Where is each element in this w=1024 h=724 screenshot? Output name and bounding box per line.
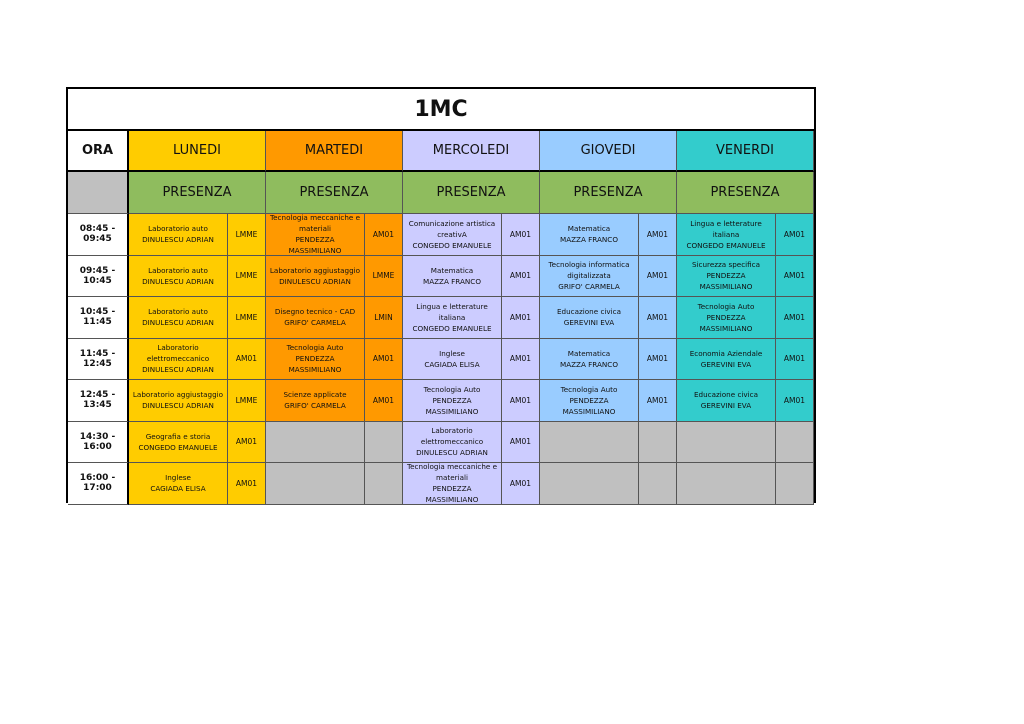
lesson-line: Laboratorio aggiustaggio [269, 265, 361, 275]
lesson-cell [677, 380, 776, 422]
lesson-cell [677, 297, 776, 339]
lesson-cell [403, 256, 502, 298]
lesson-line: Laboratorio [431, 426, 473, 436]
lesson-line: DINULESCU ADRIAN [279, 276, 351, 286]
day-header-tuesday: MARTEDI [266, 131, 403, 172]
lesson-cell [540, 297, 639, 339]
lesson-line: Tecnologia Auto [560, 384, 618, 394]
lesson-cell [129, 339, 228, 381]
lesson-line: MASSIMILIANO [699, 323, 753, 333]
lesson-line: PENDEZZA [706, 271, 746, 281]
lesson-cell [677, 256, 776, 298]
time-slot: 11:45 - 12:45 [68, 339, 129, 381]
ora-header: ORA [68, 131, 129, 172]
lesson-line: Matematica [430, 265, 474, 275]
lesson-line: Laboratorio aggiustaggio [132, 390, 224, 400]
lesson-line: CONGEDO EMANUELE [412, 240, 492, 250]
lesson-line: PENDEZZA [569, 395, 609, 405]
lesson-line: MASSIMILIANO [288, 365, 342, 375]
room-code: LMME [228, 256, 266, 298]
room-code: AM01 [776, 380, 814, 422]
lesson-line: Tecnologia informatica [548, 260, 630, 270]
empty-slot [266, 463, 365, 505]
room-code: AM01 [502, 214, 540, 256]
room-code: AM01 [365, 214, 403, 256]
lesson-cell [677, 339, 776, 381]
class-title: 1MC [68, 89, 814, 131]
lesson-cell [266, 380, 365, 422]
lesson-line: Laboratorio auto [148, 265, 208, 275]
empty-slot [266, 422, 365, 464]
day-header-monday: LUNEDI [129, 131, 266, 172]
lesson-cell [540, 339, 639, 381]
lesson-line: Geografia e storia [145, 431, 211, 441]
lesson-line: Comunicazione artistica [408, 218, 496, 228]
empty-slot [677, 463, 776, 505]
lesson-line: CONGEDO EMANUELE [138, 442, 218, 452]
lesson-cell [403, 380, 502, 422]
lesson-line: MASSIMILIANO [699, 282, 753, 292]
lesson-line: DINULESCU ADRIAN [142, 365, 214, 375]
lesson-cell [403, 422, 502, 464]
lesson-cell [266, 214, 365, 256]
day-header-friday: VENERDI [677, 131, 814, 172]
lesson-line: Laboratorio auto [148, 307, 208, 317]
presenza-label-wednesday: PRESENZA [403, 172, 540, 214]
lesson-cell [266, 256, 365, 298]
lesson-cell [129, 297, 228, 339]
lesson-line: MAZZA FRANCO [423, 276, 481, 286]
lesson-line: elettromeccanico [420, 437, 484, 447]
lesson-line: MAZZA FRANCO [560, 359, 618, 369]
room-code: AM01 [776, 339, 814, 381]
lesson-line: Educazione civica [694, 390, 758, 400]
empty-room [639, 422, 677, 464]
lesson-cell [129, 380, 228, 422]
lesson-line: PENDEZZA [295, 235, 335, 245]
room-code: AM01 [776, 256, 814, 298]
time-slot: 12:45 - 13:45 [68, 380, 129, 422]
room-code: AM01 [502, 339, 540, 381]
lesson-line: digitalizzata [567, 271, 611, 281]
room-code: AM01 [228, 422, 266, 464]
empty-slot [677, 422, 776, 464]
lesson-cell [540, 214, 639, 256]
empty-room [365, 463, 403, 505]
lesson-cell [266, 339, 365, 381]
lesson-line: Lingua e letterature italiana [690, 218, 762, 239]
lesson-line: GEREVINI EVA [563, 318, 615, 328]
lesson-line: DINULESCU ADRIAN [416, 448, 488, 458]
lesson-line: GEREVINI EVA [700, 401, 752, 411]
lesson-line: CAGIADA ELISA [424, 359, 480, 369]
lesson-line: GRIFO' CARMELA [558, 282, 620, 292]
day-header-thursday: GIOVEDI [540, 131, 677, 172]
lesson-line: DINULESCU ADRIAN [142, 318, 214, 328]
lesson-line: creativA [437, 229, 467, 239]
lesson-line: elettromeccanico [146, 354, 210, 364]
empty-slot [540, 422, 639, 464]
presenza-label-monday: PRESENZA [129, 172, 266, 214]
lesson-cell [540, 256, 639, 298]
room-code: AM01 [228, 463, 266, 505]
lesson-cell [403, 214, 502, 256]
room-code: LMME [228, 380, 266, 422]
lesson-line: Tecnologia Auto [286, 343, 344, 353]
lesson-line: MASSIMILIANO [562, 406, 616, 416]
room-code: LMME [228, 297, 266, 339]
time-slot: 10:45 - 11:45 [68, 297, 129, 339]
lesson-line: Tecnologia Auto [423, 384, 481, 394]
time-slot: 08:45 - 09:45 [68, 214, 129, 256]
room-code: AM01 [502, 380, 540, 422]
lesson-line: Laboratorio [157, 343, 199, 353]
presenza-label-friday: PRESENZA [677, 172, 814, 214]
lesson-line: CAGIADA ELISA [150, 484, 206, 494]
lesson-line: PENDEZZA [432, 395, 472, 405]
time-slot: 09:45 - 10:45 [68, 256, 129, 298]
room-code: AM01 [639, 380, 677, 422]
room-code: AM01 [639, 339, 677, 381]
room-code: AM01 [776, 214, 814, 256]
lesson-line: GEREVINI EVA [700, 359, 752, 369]
room-code: AM01 [776, 297, 814, 339]
lesson-line: PENDEZZA [295, 354, 335, 364]
room-code: AM01 [502, 463, 540, 505]
lesson-line: GRIFO' CARMELA [284, 401, 346, 411]
presenza-label-thursday: PRESENZA [540, 172, 677, 214]
lesson-line: Inglese [439, 348, 465, 358]
lesson-line: GRIFO' CARMELA [284, 318, 346, 328]
lesson-line: Tecnologia meccaniche e [269, 214, 361, 223]
empty-room [365, 422, 403, 464]
lesson-line: DINULESCU ADRIAN [142, 276, 214, 286]
lesson-line: PENDEZZA [706, 312, 746, 322]
lesson-cell [403, 463, 502, 505]
lesson-cell [403, 297, 502, 339]
room-code: AM01 [639, 297, 677, 339]
presenza-label-tuesday: PRESENZA [266, 172, 403, 214]
lesson-line: CONGEDO EMANUELE [412, 323, 492, 333]
room-code: AM01 [639, 214, 677, 256]
day-header-wednesday: MERCOLEDI [403, 131, 540, 172]
lesson-line: Economia Aziendale [689, 348, 763, 358]
empty-room [639, 463, 677, 505]
lesson-line: Educazione civica [557, 307, 621, 317]
lesson-line: Inglese [165, 473, 191, 483]
lesson-line: DINULESCU ADRIAN [142, 401, 214, 411]
room-code: AM01 [365, 380, 403, 422]
lesson-line: CONGEDO EMANUELE [686, 240, 766, 250]
presenza-blank [68, 172, 129, 214]
lesson-cell [129, 463, 228, 505]
room-code: AM01 [365, 339, 403, 381]
room-code: AM01 [502, 256, 540, 298]
lesson-line: Tecnologia Auto [697, 301, 755, 311]
empty-room [776, 463, 814, 505]
room-code: LMME [228, 214, 266, 256]
room-code: AM01 [502, 297, 540, 339]
lesson-cell [540, 380, 639, 422]
lesson-line: materiali [299, 224, 331, 234]
lesson-line: Matematica [567, 224, 611, 234]
lesson-line: Laboratorio auto [148, 224, 208, 234]
lesson-cell [403, 339, 502, 381]
lesson-line: materiali [436, 473, 468, 483]
room-code: AM01 [502, 422, 540, 464]
time-slot: 14:30 - 16:00 [68, 422, 129, 464]
lesson-line: DINULESCU ADRIAN [142, 235, 214, 245]
empty-slot [540, 463, 639, 505]
lesson-line: Matematica [567, 348, 611, 358]
lesson-line: Lingua e letterature italiana [416, 301, 488, 322]
room-code: AM01 [228, 339, 266, 381]
lesson-line: Disegno tecnico - CAD [274, 307, 356, 317]
lesson-line: Sicurezza specifica [691, 260, 761, 270]
room-code: LMIN [365, 297, 403, 339]
lesson-line: PENDEZZA [432, 484, 472, 494]
lesson-cell [266, 297, 365, 339]
lesson-line: MASSIMILIANO [425, 406, 479, 416]
time-slot: 16:00 - 17:00 [68, 463, 129, 505]
lesson-line: MASSIMILIANO [288, 246, 342, 256]
timetable [66, 87, 816, 503]
room-code: LMME [365, 256, 403, 298]
room-code: AM01 [639, 256, 677, 298]
lesson-line: Scienze applicate [283, 390, 347, 400]
lesson-line: Tecnologia meccaniche e [406, 463, 498, 472]
empty-room [776, 422, 814, 464]
lesson-cell [129, 422, 228, 464]
lesson-line: MASSIMILIANO [425, 495, 479, 505]
lesson-cell [129, 214, 228, 256]
lesson-cell [129, 256, 228, 298]
lesson-line: MAZZA FRANCO [560, 235, 618, 245]
lesson-cell [677, 214, 776, 256]
